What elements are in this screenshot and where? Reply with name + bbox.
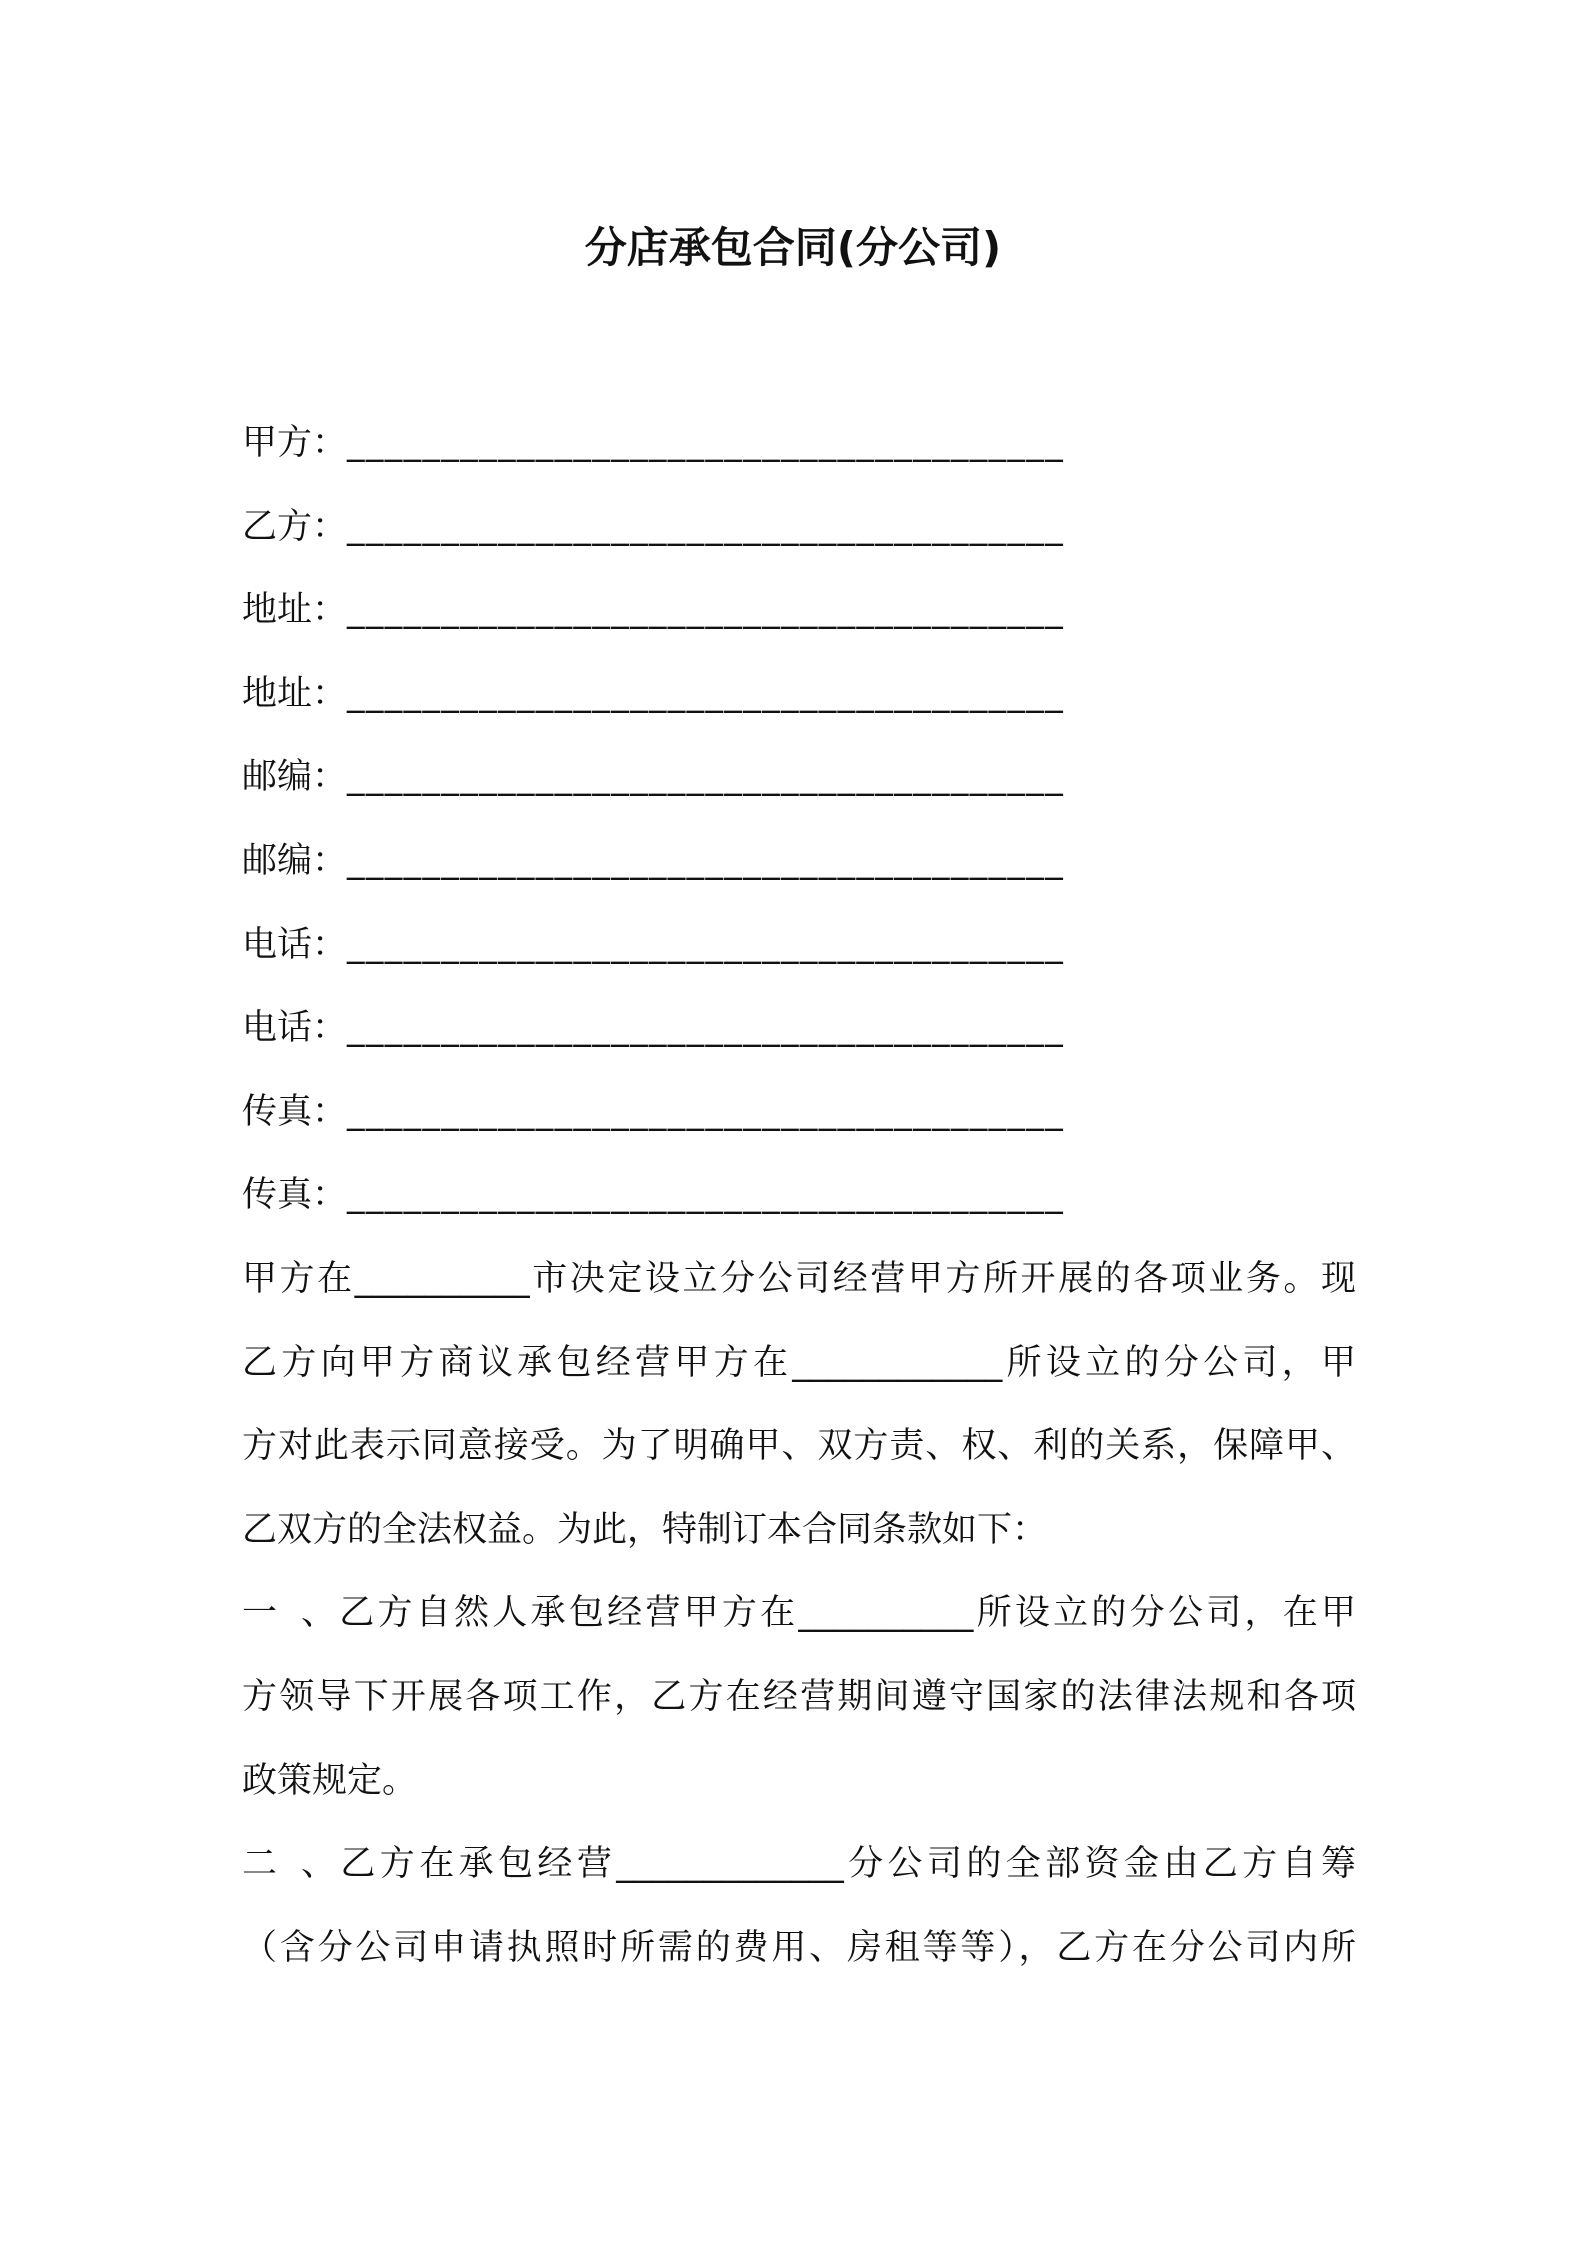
field-row-address-a <box>242 569 1356 653</box>
clause-2-line: （含分公司申请执照时所需的费用、房租等等），乙方在分公司内所 <box>242 1927 1356 1968</box>
clause-2-line <box>242 1823 1356 1907</box>
clause-text: 乙方在承包经营_____________分公司的全部资金由乙方自筹 <box>336 1844 1356 1885</box>
field-blank: ______________________________________ <box>347 840 1065 881</box>
field-row-phone-a <box>242 904 1356 988</box>
clause-1-line: 方领导下开展各项工作，乙方在经营期间遵守国家的法律法规和各项 <box>242 1676 1356 1717</box>
field-label: 地址： <box>242 673 348 714</box>
field-label: 邮编： <box>242 840 348 881</box>
field-blank: ______________________________________ <box>347 757 1065 798</box>
field-row-party-a <box>242 402 1356 486</box>
document-body <box>242 402 1356 1990</box>
field-blank: ______________________________________ <box>347 423 1065 463</box>
field-blank: ______________________________________ <box>347 1091 1065 1132</box>
field-row-party-b <box>242 486 1356 570</box>
field-label: 传真： <box>242 1091 348 1132</box>
intro-line: 甲方在__________市决定设立分公司经营甲方所开展的各项业务。现 <box>242 1258 1356 1299</box>
clause-number: 二、 <box>242 1844 336 1885</box>
field-row-fax-b <box>242 1154 1356 1238</box>
clause-1-line <box>242 1572 1356 1656</box>
document-title: 分店承包合同(分公司) <box>584 223 1002 272</box>
field-label: 乙方： <box>242 506 348 547</box>
field-label: 电话： <box>242 1008 348 1049</box>
field-blank: ______________________________________ <box>347 1008 1065 1049</box>
field-blank: ______________________________________ <box>347 590 1065 631</box>
intro-line: 乙双方的全法权益。为此，特制订本合同条款如下： <box>242 1509 1048 1550</box>
field-label: 邮编： <box>242 757 348 798</box>
field-blank: ______________________________________ <box>347 673 1065 714</box>
field-row-fax-a <box>242 1071 1356 1155</box>
clause-number: 一、 <box>242 1593 336 1634</box>
field-label: 传真： <box>242 1175 348 1216</box>
field-row-postcode-b <box>242 820 1356 904</box>
clause-1-line: 政策规定。 <box>242 1760 418 1801</box>
intro-line: 乙方向甲方商议承包经营甲方在____________所设立的分公司，甲 <box>242 1342 1356 1383</box>
field-row-phone-b <box>242 987 1356 1071</box>
field-blank: ______________________________________ <box>347 506 1065 547</box>
field-label: 电话： <box>242 924 348 965</box>
field-row-address-b <box>242 653 1356 737</box>
field-label: 地址： <box>242 590 348 631</box>
field-label: 甲方： <box>242 423 348 463</box>
intro-line: 方对此表示同意接受。为了明确甲、双方责、权、利的关系，保障甲、 <box>242 1426 1356 1467</box>
field-blank: ______________________________________ <box>347 924 1065 965</box>
clause-text: 乙方自然人承包经营甲方在__________所设立的分公司，在甲 <box>336 1593 1356 1634</box>
field-blank: ______________________________________ <box>347 1175 1065 1216</box>
field-row-postcode-a <box>242 736 1356 820</box>
